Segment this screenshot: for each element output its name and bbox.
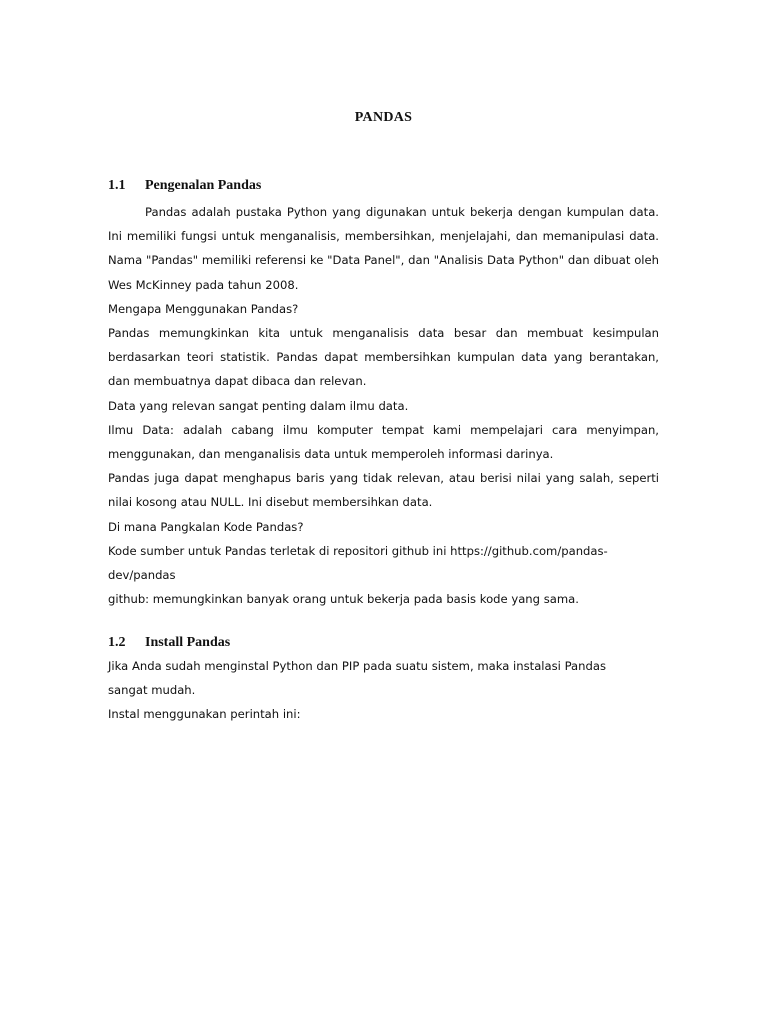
section-install-pandas <box>108 634 659 727</box>
section-title: Install Pandas <box>145 635 231 650</box>
document-title: PANDAS <box>354 110 413 125</box>
question-why-pandas: Mengapa Menggunakan Pandas? <box>108 301 299 316</box>
paragraph-relevant-data: Data yang relevan sangat penting dalam ilmu data. <box>108 398 409 413</box>
paragraph-source-code: Kode sumber untuk Pandas terletak di repositori github ini https://github.com/pandas- <box>108 543 608 558</box>
intro-paragraph: Pandas adalah pustaka Python yang digunakan untuk bekerja dengan kumpulan data. Ini memiliki fungsi untuk menganalisis, membersihkan, menjelajahi, dan memanipulasi data. Nama "Pandas" memiliki referensi ke "Data Panel", dan "Analisis Data Python" dan dibuat oleh Wes McKinney pada tahun 2008. <box>108 205 659 292</box>
paragraph-install: Jika Anda sudah menginstal Python dan PIP pada suatu sistem, maka instalasi Pandas sangat mudah. <box>108 659 606 698</box>
paragraph-data-science: Ilmu Data: adalah cabang ilmu komputer tempat kami mempelajari cara menyimpan, menggunakan, dan menganalisis data untuk memperoleh informasi darinya. <box>108 422 659 462</box>
paragraph-cleaning-data: Pandas juga dapat menghapus baris yang tidak relevan, atau berisi nilai yang salah, seperti nilai kosong atau NULL. Ini disebut membersihkan data. <box>108 471 659 510</box>
section-heading <box>108 177 659 195</box>
section-title: Pengenalan Pandas <box>145 178 262 193</box>
question-codebase: Di mana Pangkalan Kode Pandas? <box>108 519 304 534</box>
section-heading <box>108 634 659 652</box>
paragraph-install-command: Instal menggunakan perintah ini: <box>108 707 301 722</box>
section-number: 1.1 <box>108 178 126 193</box>
paragraph-why-pandas: Pandas memungkinkan kita untuk menganalisis data besar dan membuat kesimpulan berdasarkan teori statistik. Pandas dapat membersihkan kumpulan data yang berantakan, dan membuatnya dapat dibaca dan relevan. <box>108 326 659 389</box>
section-number: 1.2 <box>108 635 126 650</box>
section-pengenalan-pandas <box>108 177 659 611</box>
paragraph-source-code-cont: dev/pandas <box>108 568 176 583</box>
paragraph-github: github: memungkinkan banyak orang untuk bekerja pada basis kode yang sama. <box>108 592 579 607</box>
